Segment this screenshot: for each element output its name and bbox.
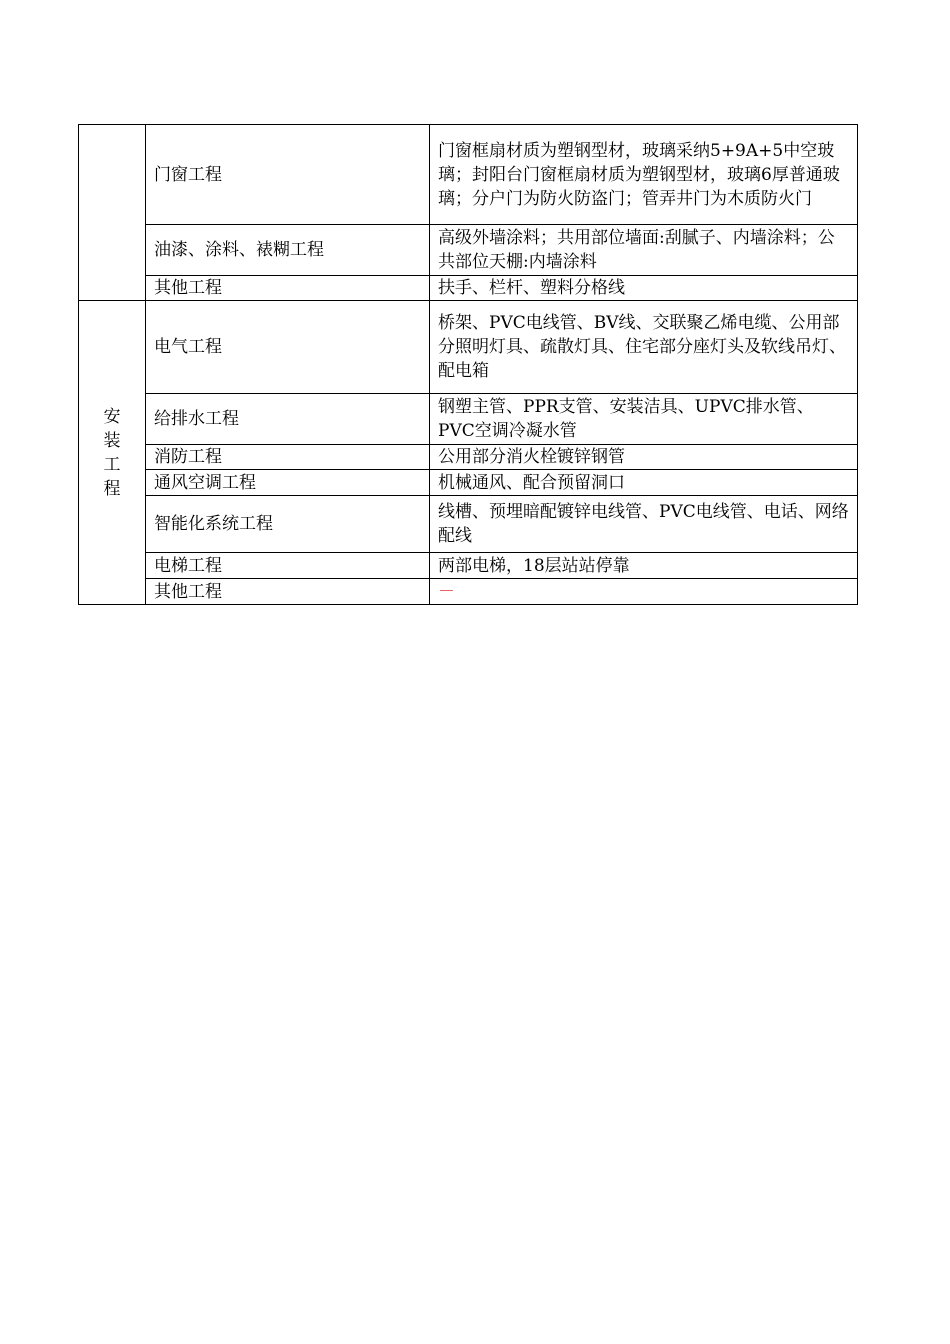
table-row	[79, 445, 858, 470]
group-cell-blank	[79, 125, 146, 301]
item-cell: 电气工程	[146, 301, 430, 394]
table-row	[79, 225, 858, 276]
table-row	[79, 496, 858, 553]
item-cell: 消防工程	[146, 445, 430, 470]
item-cell: 智能化系统工程	[146, 496, 430, 553]
description-cell: 高级外墙涂料；共用部位墙面:刮腻子、内墙涂料；公共部位天棚:内墙涂料	[430, 225, 858, 276]
item-cell: 油漆、涂料、裱糊工程	[146, 225, 430, 276]
description-cell: 公用部分消火栓镀锌钢管	[430, 445, 858, 470]
item-cell: 通风空调工程	[146, 470, 430, 496]
description-cell: 机械通风、配合预留洞口	[430, 470, 858, 496]
description-cell: 线槽、预埋暗配镀锌电线管、PVC电线管、电话、网络配线	[430, 496, 858, 553]
item-cell: 其他工程	[146, 276, 430, 301]
description-cell	[430, 579, 858, 605]
description-cell: 桥架、PVC电线管、BV线、交联聚乙烯电缆、公用部分照明灯具、疏散灯具、住宅部分座灯头及软线吊灯、配电箱	[430, 301, 858, 394]
table-row	[79, 394, 858, 445]
item-cell: 门窗工程	[146, 125, 430, 225]
table-row	[79, 125, 858, 225]
table-row	[79, 470, 858, 496]
group-label: 安装工程	[103, 406, 121, 499]
table-row	[79, 276, 858, 301]
description-cell: 钢塑主管、PPR支管、安装洁具、UPVC排水管、PVC空调冷凝水管	[430, 394, 858, 445]
table-row	[79, 301, 858, 394]
table-row	[79, 579, 858, 605]
empty-dash: －	[438, 581, 455, 602]
description-cell: 两部电梯，18层站站停靠	[430, 553, 858, 579]
item-cell: 给排水工程	[146, 394, 430, 445]
item-cell: 电梯工程	[146, 553, 430, 579]
description-cell: 扶手、栏杆、塑料分格线	[430, 276, 858, 301]
item-cell: 其他工程	[146, 579, 430, 605]
group-cell	[79, 301, 146, 605]
description-cell: 门窗框扇材质为塑钢型材，玻璃采纳5+9A+5中空玻璃；封阳台门窗框扇材质为塑钢型材，玻璃6厚普通玻璃；分户门为防火防盗门；管弄井门为木质防火门	[430, 125, 858, 225]
table-row	[79, 553, 858, 579]
engineering-spec-table	[78, 124, 858, 605]
